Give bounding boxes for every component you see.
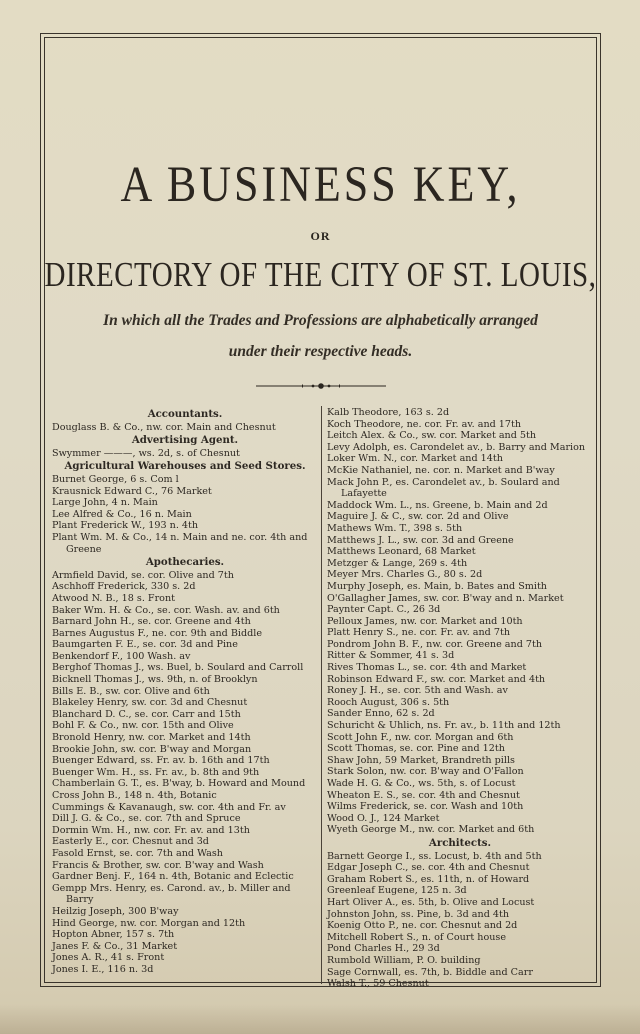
directory-entry: Hart Oliver A., es. 5th, b. Olive and Locust <box>327 896 535 908</box>
directory-entry: Armfield David, se. cor. Olive and 7th <box>52 569 234 581</box>
directory-entry: Plant Frederick W., 193 n. 4th <box>52 520 199 532</box>
directory-entry: Bohl F. & Co., nw. cor. 15th and Olive <box>52 720 234 732</box>
directory-entry: Aschhoff Frederick, 330 s. 2d <box>52 581 196 593</box>
directory-entry: Barnes Augustus F., ne. cor. 9th and Biddle <box>52 627 263 639</box>
section-heading: Architects. <box>428 836 492 849</box>
directory-entry: Dormin Wm. H., nw. cor. Fr. av. and 13th <box>52 824 250 836</box>
directory-entry: Walsh T., 59 Chesnut <box>327 978 429 990</box>
directory-entry: Scott John F., nw. cor. Morgan and 6th <box>327 731 514 743</box>
directory-entry: Schuricht & Uhlich, ns. Fr. av., b. 11th and 12th <box>327 720 561 732</box>
directory-entry: Fasold Ernst, se. cor. 7th and Wash <box>52 847 223 859</box>
directory-entry: Chamberlain G. T., es. B'way, b. Howard and Mound <box>52 778 306 790</box>
directory-entry: Loker Wm. N., cor. Market and 14th <box>327 453 503 465</box>
directory-entry: Pondrom John B. F., nw. cor. Greene and 7th <box>327 638 543 650</box>
directory-entry: Cummings & Kavanaugh, sw. cor. 4th and Fr. av <box>52 801 286 813</box>
directory-entry: Ritter & Sommer, 41 s. 3d <box>327 650 455 662</box>
directory-entry: Bicknell Thomas J., ws. 9th, n. of Brooklyn <box>52 674 258 686</box>
section-heading: Advertising Agent. <box>131 434 239 447</box>
section-heading: Apothecaries. <box>145 556 225 569</box>
directory-entry: Plant Wm. M. & Co., 14 n. Main and ne. cor. 4th and Greene <box>52 531 308 555</box>
directory-entry: Bronold Henry, nw. cor. Market and 14th <box>52 732 251 744</box>
directory-entry: Koch Theodore, ne. cor. Fr. av. and 17th <box>327 418 522 430</box>
directory-entry: Maguire J. & C., sw. cor. 2d and Olive <box>327 511 509 523</box>
directory-entry: Matthews Leonard, 68 Market <box>327 546 476 558</box>
directory-entry: Buenger Edward, ss. Fr. av. b. 16th and 17th <box>52 755 270 767</box>
directory-entry: Easterly E., cor. Chesnut and 3d <box>52 836 209 848</box>
directory-entry: Gardner Benj. F., 164 n. 4th, Botanic and Eclectic <box>52 871 294 883</box>
directory-entry: Robinson Edward F., sw. cor. Market and 4th <box>327 673 546 685</box>
directory-entry: Atwood N. B., 18 s. Front <box>52 592 175 604</box>
directory-entry: Koenig Otto P., ne. cor. Chesnut and 2d <box>327 920 518 932</box>
directory-entry: Kalb Theodore, 163 s. 2d <box>327 407 450 418</box>
directory-entry: Mathews Wm. T., 398 s. 5th <box>327 522 463 534</box>
directory-entry: Barnard John H., se. cor. Greene and 4th <box>52 616 251 628</box>
directory-entry: Wade H. G. & Co., ws. 5th, s. of Locust <box>327 778 516 789</box>
directory-entry: Wyeth George M., nw. cor. Market and 6th <box>327 824 535 836</box>
directory-entry: Dill J. G. & Co., se. cor. 7th and Spruce <box>52 813 241 825</box>
page-title: A BUSINESS KEY, <box>120 156 521 213</box>
directory-entry: Gempp Mrs. Henry, es. Carond. av., b. Miller and Barry <box>52 882 291 906</box>
directory-entry: Berghof Thomas J., ws. Buel, b. Soulard and Carroll <box>52 662 304 674</box>
directory-entry: Scott Thomas, se. cor. Pine and 12th <box>327 743 505 755</box>
directory-entry: Large John, 4 n. Main <box>52 497 158 509</box>
directory-entry: Metzger & Lange, 269 s. 4th <box>327 557 468 569</box>
directory-entry: Hind George, nw. cor. Morgan and 12th <box>52 917 246 929</box>
directory-entry: Maddock Wm. L., ns. Greene, b. Main and 2d <box>327 499 548 511</box>
directory-entry: Wilms Frederick, se. cor. Wash and 10th <box>327 801 524 813</box>
directory-entry: Pelloux James, nw. cor. Market and 10th <box>327 615 523 627</box>
directory-entry: Mitchell Robert S., n. of Court house <box>327 931 507 943</box>
directory-entry: Jones A. R., 41 s. Front <box>52 952 165 964</box>
directory-entry: Hopton Abner, 157 s. 7th <box>52 929 175 941</box>
directory-entry: Rives Thomas L., se. cor. 4th and Market <box>327 662 527 674</box>
directory-entry: Pond Charles H., 29 3d <box>327 943 440 955</box>
directory-entry: Roney J. H., se. cor. 5th and Wash. av <box>327 685 508 697</box>
directory-entry: Swymmer ———, ws. 2d, s. of Chesnut <box>52 447 240 459</box>
directory-entry: Sander Enno, 62 s. 2d <box>327 708 435 720</box>
directory-entry: Mack John P., es. Carondelet av., b. Soulard and Lafayette <box>327 476 560 500</box>
directory-entry: Bills E. B., sw. cor. Olive and 6th <box>52 685 210 697</box>
directory-entry: Matthews J. L., sw. cor. 3d and Greene <box>327 534 514 546</box>
directory-entry: Levy Adolph, es. Carondelet av., b. Barry and Marion <box>327 441 586 453</box>
directory-entry: Blakeley Henry, sw. cor. 3d and Chesnut <box>52 697 248 709</box>
column-divider <box>321 406 322 984</box>
directory-entry: Murphy Joseph, es. Main, b. Bates and Smith <box>327 580 547 592</box>
left-column <box>52 407 318 976</box>
directory-entry: Francis & Brother, sw. cor. B'way and Wash <box>52 859 264 871</box>
page-subtitle: DIRECTORY OF THE CITY OF ST. LOUIS, <box>44 256 597 295</box>
page-edge-shadow <box>0 1004 640 1034</box>
directory-entry: Rooch August, 306 s. 5th <box>327 696 450 708</box>
directory-entry: Paynter Capt. C., 26 3d <box>327 604 441 616</box>
directory-entry: Benkendorf F., 100 Wash. av <box>52 650 191 662</box>
directory-entry: Burnet George, 6 s. Com l <box>52 473 179 485</box>
section-heading: Accountants. <box>147 408 223 420</box>
directory-entry: Barnett George I., ss. Locust, b. 4th and 5th <box>327 850 542 862</box>
directory-entry: Greenleaf Eugene, 125 n. 3d <box>327 885 467 897</box>
directory-entry: Baumgarten F. E., se. cor. 3d and Pine <box>52 639 238 651</box>
directory-entry: Heilzig Joseph, 300 B'way <box>52 905 179 917</box>
directory-entry: Krausnick Edward C., 76 Market <box>52 485 212 497</box>
directory-entry: Lee Alfred & Co., 16 n. Main <box>52 508 192 520</box>
directory-entry: Jones I. E., 116 n. 3d <box>52 963 154 975</box>
directory-entry: Platt Henry S., ne. cor. Fr. av. and 7th <box>327 627 511 639</box>
description-line-2: under their respective heads. <box>228 343 413 360</box>
directory-entry: Blanchard D. C., se. cor. Carr and 15th <box>52 708 241 720</box>
description-line-1: In which all the Trades and Professions are alphabetically arranged <box>103 312 538 329</box>
right-column <box>327 407 593 990</box>
directory-entry: Shaw John, 59 Market, Brandreth pills <box>327 754 515 766</box>
directory-entry: Douglass B. & Co., nw. cor. Main and Chesnut <box>52 421 276 433</box>
directory-entry: Rumbold William, P. O. building <box>327 954 481 966</box>
directory-entry: Buenger Wm. H., ss. Fr. av., b. 8th and 9th <box>52 766 260 778</box>
directory-entry: Brookie John, sw. cor. B'way and Morgan <box>52 743 252 755</box>
directory-entry: Johnston John, ss. Pine, b. 3d and 4th <box>327 908 510 920</box>
divider-ornament-icon <box>256 383 386 389</box>
directory-entry: Sage Cornwall, es. 7th, b. Biddle and Carr <box>327 966 533 978</box>
directory-entry: Wheaton E. S., se. cor. 4th and Chesnut <box>327 789 520 801</box>
directory-entry: Leitch Alex. & Co., sw. cor. Market and 5th <box>327 430 537 442</box>
directory-entry: Cross John B., 148 n. 4th, Botanic <box>52 790 217 801</box>
section-heading: Agricultural Warehouses and Seed Stores. <box>64 460 306 473</box>
directory-entry: Meyer Mrs. Charles G., 80 s. 2d <box>327 569 483 581</box>
directory-entry: O'Gallagher James, sw. cor. B'way and n. Market <box>327 592 564 604</box>
directory-entry: Janes F. & Co., 31 Market <box>52 940 178 952</box>
directory-entry: Wood O. J., 124 Market <box>327 812 440 824</box>
title-conjunction: OR <box>310 229 331 243</box>
directory-entry: Edgar Joseph C., se. cor. 4th and Chesnut <box>327 862 530 874</box>
directory-entry: Graham Robert S., es. 11th, n. of Howard <box>327 873 530 885</box>
directory-entry: McKie Nathaniel, ne. cor. n. Market and B'way <box>327 464 555 476</box>
directory-entry: Baker Wm. H. & Co., se. cor. Wash. av. and 6th <box>52 604 280 616</box>
directory-entry: Stark Solon, nw. cor. B'way and O'Fallon <box>327 766 524 778</box>
